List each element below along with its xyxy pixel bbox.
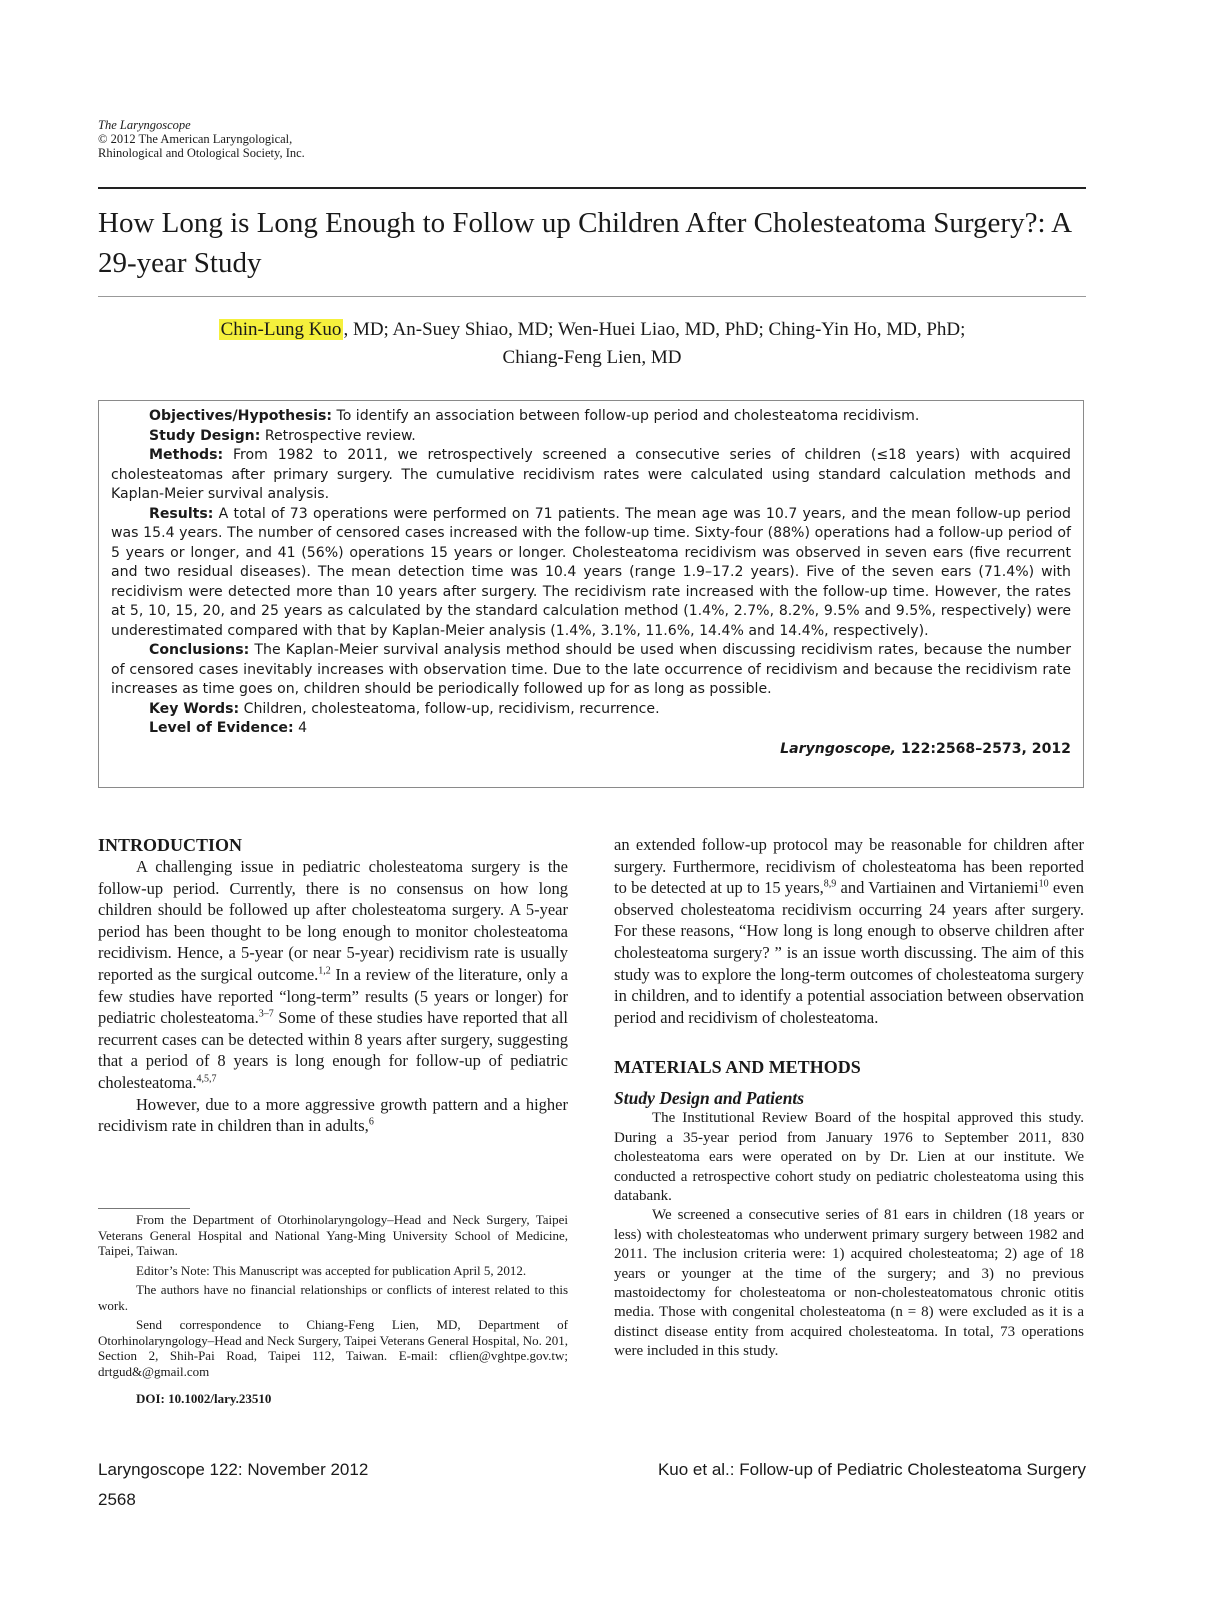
ref-10: 10 (1038, 878, 1049, 890)
abstract-keywords (111, 700, 1071, 720)
abstract-objectives (111, 407, 1071, 427)
article-title: How Long is Long Enough to Follow up Children After Cholesteatoma Surgery?: A 29-year Study (98, 207, 1071, 279)
results-label: Results: (149, 505, 214, 522)
objectives-label: Objectives/Hypothesis: (149, 408, 332, 424)
footnote-correspondence: Send correspondence to Chiang-Feng Lien, MD, Department of Otorhinolaryngology–Head and Neck Surgery, Taipei Veterans General Hospital, No. 201, Section 2, Shih-Pai Road, Taipei 112, Taiwan. E-mail: cflien@vghtpe.gov.tw; drtgud&@gmail.com (98, 1317, 568, 1379)
methods-paragraph-2: We screened a consecutive series of 81 ears in children (18 years or less) with cholesteatomas who underwent primary surgery between 1982 and 2011. The inclusion criteria were: 1) acquired cholesteatoma; 2) age of 18 years or younger at the time of the surgery; and 3) no previous mastoidectomy for cholesteatoma or non-cholesteatomatous chronic otitis media. Those with congenital cholesteatoma (n = 8) were excluded as it is a distinct disease entity from acquired cholesteatoma. In total, 73 operations were included in this study. (614, 1207, 1084, 1360)
journal-header (98, 118, 305, 160)
ref-6: 6 (368, 1116, 374, 1128)
footnote-editor-note: Editor’s Note: This Manuscript was accepted for publication April 5, 2012. (136, 1262, 527, 1278)
keywords-text: Children, cholesteatoma, follow-up, recidivism, recurrence. (239, 700, 660, 717)
citation-journal: Laryngoscope, (780, 740, 897, 757)
intro-p1-text-c: Some of these studies have reported that all recurrent cases can be detected within 8 years after surgery, suggesting that a period of 8 years is long enough for follow-up of pediatric cholesteatoma. (98, 1008, 568, 1092)
footnote-rule (98, 1208, 190, 1209)
journal-copyright: © 2012 The American Laryngological, (98, 132, 293, 146)
intro-p2-text-c: and Vartiainen and Virtaniemi (836, 878, 1039, 898)
ref-1-2: 1,2 (318, 965, 331, 977)
journal-name: The Laryngoscope (98, 118, 191, 132)
keywords-label: Key Words: (149, 700, 240, 717)
intro-p2-text-d: even observed cholesteatoma recidivism occurring 24 years after surgery. For these reasons, “How long is long enough to observe children after cholesteatoma surgery? ” is an issue worth discussing. The aim of this study was to explore the long-term outcomes of cholesteatoma surgery in children, and to identify a potential association between observation period and recidivism of cholesteatoma. (614, 878, 1084, 1027)
abstract-evidence (111, 719, 1071, 739)
ref-4-5-7: 4,5,7 (196, 1073, 217, 1085)
header-rule (98, 187, 1086, 189)
introduction-heading: INTRODUCTION (98, 835, 243, 855)
methods-label: Methods: (149, 447, 224, 463)
methods-heading: MATERIALS AND METHODS (614, 1057, 861, 1078)
footer-journal-issue: Laryngoscope 122: November 2012 (98, 1460, 369, 1479)
footer-running-title: Kuo et al.: Follow-up of Pediatric Cholesteatoma Surgery (657, 1460, 1086, 1479)
study-design-subheading: Study Design and Patients (614, 1088, 805, 1109)
author-list (98, 316, 1086, 372)
evidence-label: Level of Evidence: (149, 720, 294, 736)
abstract-methods (111, 446, 1071, 505)
conclusions-label: Conclusions: (149, 642, 250, 658)
evidence-text: 4 (293, 720, 308, 736)
design-label: Study Design: (149, 427, 261, 444)
abstract-design (111, 427, 1071, 447)
intro-paragraph-2-continued (614, 834, 1084, 1028)
journal-society: Rhinological and Otological Society, Inc. (98, 146, 305, 160)
authors-line-2: Chiang-Feng Lien, MD (502, 347, 682, 368)
footnote-disclosure: The authors have no financial relationships or conflicts of interest related to this work. (98, 1282, 568, 1313)
ref-8-9: 8,9 (823, 878, 837, 890)
intro-paragraph-1 (98, 856, 568, 1094)
footnote-doi: DOI: 10.1002/lary.23510 (136, 1391, 272, 1406)
intro-p1-text-a: A challenging issue in pediatric cholesteatoma surgery is the follow-up period. Currently, there is no consensus on how long children should be followed up after cholesteatoma surgery. A 5-year period has been thought to be long enough to monitor cholesteatoma recidivism. Hence, a 5-year (or near 5-year) recidivism rate is usually reported as the surgical outcome. (98, 857, 568, 984)
footnote-affiliation: From the Department of Otorhinolaryngology–Head and Neck Surgery, Taipei Veterans General Hospital and National Yang-Ming University School of Medicine, Taipei, Taiwan. (98, 1212, 568, 1258)
page-number: 2568 (98, 1490, 136, 1509)
footnotes (98, 1212, 568, 1411)
first-author-highlighted: Chin-Lung Kuo (220, 319, 342, 340)
objectives-text: To identify an association between follow-up period and cholesteatoma recidivism. (332, 408, 920, 424)
citation-volume: 122:2568–2573, 2012 (896, 740, 1071, 757)
ref-3-7: 3–7 (258, 1008, 274, 1020)
intro-paragraph-2 (98, 1094, 568, 1137)
methods-text: From 1982 to 2011, we retrospectively screened a consecutive series of children (≤18 years) with acquired cholesteatomas after primary surgery. The cumulative recidivism rates were calculated using standard calculation methods and Kaplan-Meier survival analysis. (111, 447, 1071, 502)
abstract-conclusions (111, 641, 1071, 700)
abstract-results (111, 505, 1071, 642)
title-rule (98, 296, 1086, 297)
abstract-citation (111, 740, 1071, 760)
design-text: Retrospective review. (260, 427, 416, 444)
methods-paragraph-1: The Institutional Review Board of the hospital approved this study. During a 35-year period from January 1976 to September 2011, 830 cholesteatoma ears were operated on by Dr. Lien at our institute. We conducted a retrospective cohort study on pediatric cholesteatoma using this databank. (614, 1110, 1084, 1204)
authors-line-1: , MD; An-Suey Shiao, MD; Wen-Huei Liao, MD, PhD; Ching-Yin Ho, MD, PhD; (343, 319, 966, 340)
conclusions-text: The Kaplan-Meier survival analysis method should be used when discussing recidivism rates, because the number of censored cases inevitably increases with observation time. Due to the late occurrence of recidivism and because the recidivism rate increases as time goes on, children should be periodically followed up for as long as possible. (111, 642, 1071, 697)
left-column (98, 834, 568, 1137)
intro-p1-text-b: In a review of the literature, only a few studies have reported “long-term” results (5 years or longer) for pediatric cholesteatoma. (98, 964, 568, 1028)
results-text: A total of 73 operations were performed on 71 patients. The mean age was 10.7 years, and the mean follow-up period was 15.4 years. The number of censored cases increased with the follow-up time. Sixty-four (88%) operations had a follow-up period of 5 years or longer, and 41 (56%) operations 15 years or longer. Cholesteatoma recidivism was observed in seven ears (five recurrent and two residual diseases). The mean detection time was 10.4 years (range 1.9–17.2 years). Five of the seven ears (71.4%) with recidivism were detected more than 10 years after surgery. The recidivism rate increased with the follow-up time. However, the rates at 5, 10, 15, 20, and 25 years as calculated by the standard calculation method (1.4%, 2.7%, 8.2%, 9.5% and 9.5%, respectively) were underestimated compared with that by Kaplan-Meier analysis (1.4%, 3.1%, 11.6%, 14.4% and 14.4%, respectively). (111, 505, 1071, 639)
intro-p2-text-b: an extended follow-up protocol may be reasonable for children after surgery. Furthermore, recidivism of cholesteatoma has been reported to be detected at up to 15 years, (614, 835, 1084, 898)
right-column (614, 834, 1084, 1362)
intro-p2-text-a: However, due to a more aggressive growth pattern and a higher recidivism rate in children than in adults, (98, 1094, 568, 1136)
abstract-box (98, 400, 1084, 788)
